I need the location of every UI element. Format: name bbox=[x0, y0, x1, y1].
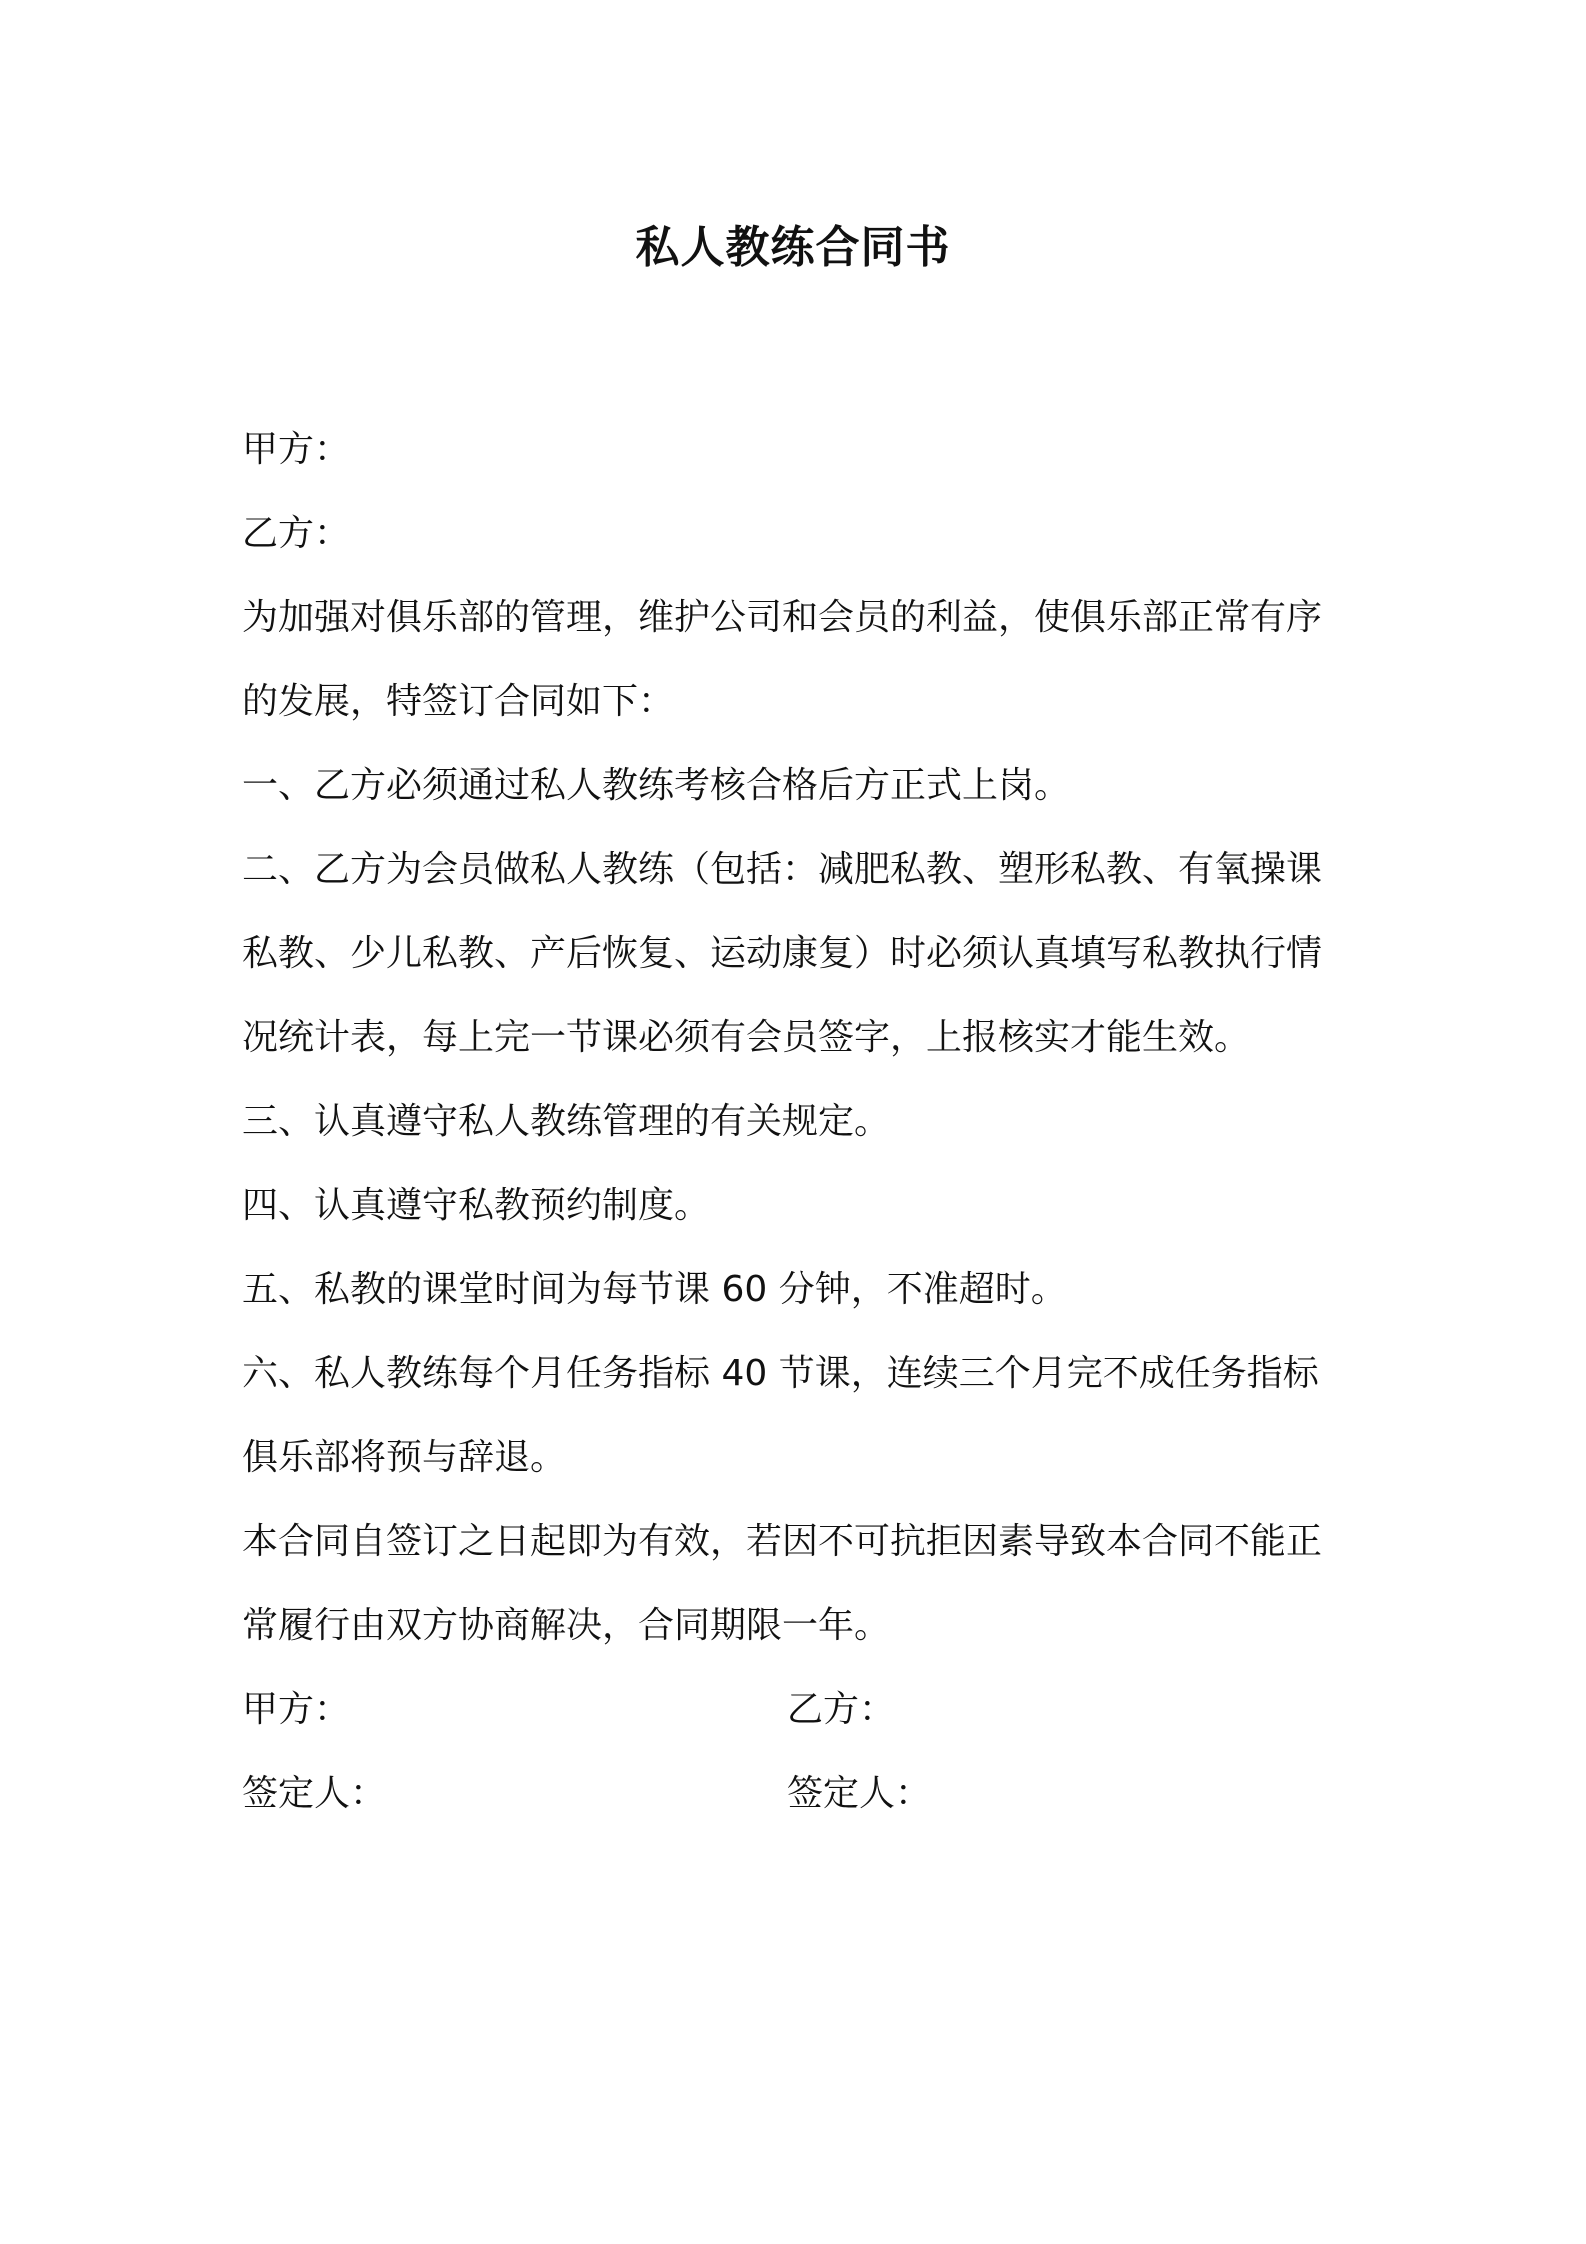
signature-party-row bbox=[242, 1668, 1362, 1752]
document-body bbox=[242, 408, 1362, 1836]
clause-6-line-1: 六、私人教练每个月任务指标 40 节课，连续三个月完不成任务指标 bbox=[242, 1353, 1319, 1394]
signature-party-a: 甲方： bbox=[242, 1689, 351, 1730]
document-title: 私人教练合同书 bbox=[635, 222, 951, 273]
closing-line-2: 常履行由双方协商解决，合同期限一年。 bbox=[242, 1605, 891, 1646]
signature-signer-row bbox=[242, 1752, 1362, 1836]
clause-2-line-1: 二、乙方为会员做私人教练（包括：减肥私教、塑形私教、有氧操课 bbox=[242, 849, 1323, 890]
clause-5-line-1: 五、私教的课堂时间为每节课 60 分钟，不准超时。 bbox=[242, 1269, 1067, 1310]
party-b-line: 乙方： bbox=[242, 513, 351, 554]
clause-1-line-1: 一、乙方必须通过私人教练考核合格后方正式上岗。 bbox=[242, 765, 1071, 806]
clause-4-line-1: 四、认真遵守私教预约制度。 bbox=[242, 1185, 711, 1226]
signature-signer-b: 签定人： bbox=[787, 1773, 932, 1814]
clause-2-line-2: 私教、少儿私教、产后恢复、运动康复）时必须认真填写私教执行情 bbox=[242, 933, 1323, 974]
clause-2-line-3: 况统计表，每上完一节课必须有会员签字，上报核实才能生效。 bbox=[242, 1017, 1251, 1058]
clause-6-line-2: 俱乐部将预与辞退。 bbox=[242, 1437, 567, 1478]
signature-party-b: 乙方： bbox=[787, 1689, 896, 1730]
intro-line-1: 为加强对俱乐部的管理，维护公司和会员的利益，使俱乐部正常有序 bbox=[242, 597, 1323, 638]
party-a-line: 甲方： bbox=[242, 429, 351, 470]
closing-line-1: 本合同自签订之日起即为有效，若因不可抗拒因素导致本合同不能正 bbox=[242, 1521, 1323, 1562]
clause-3-line-1: 三、认真遵守私人教练管理的有关规定。 bbox=[242, 1101, 891, 1142]
intro-line-2: 的发展，特签订合同如下： bbox=[242, 681, 675, 722]
signature-signer-a: 签定人： bbox=[242, 1773, 387, 1814]
